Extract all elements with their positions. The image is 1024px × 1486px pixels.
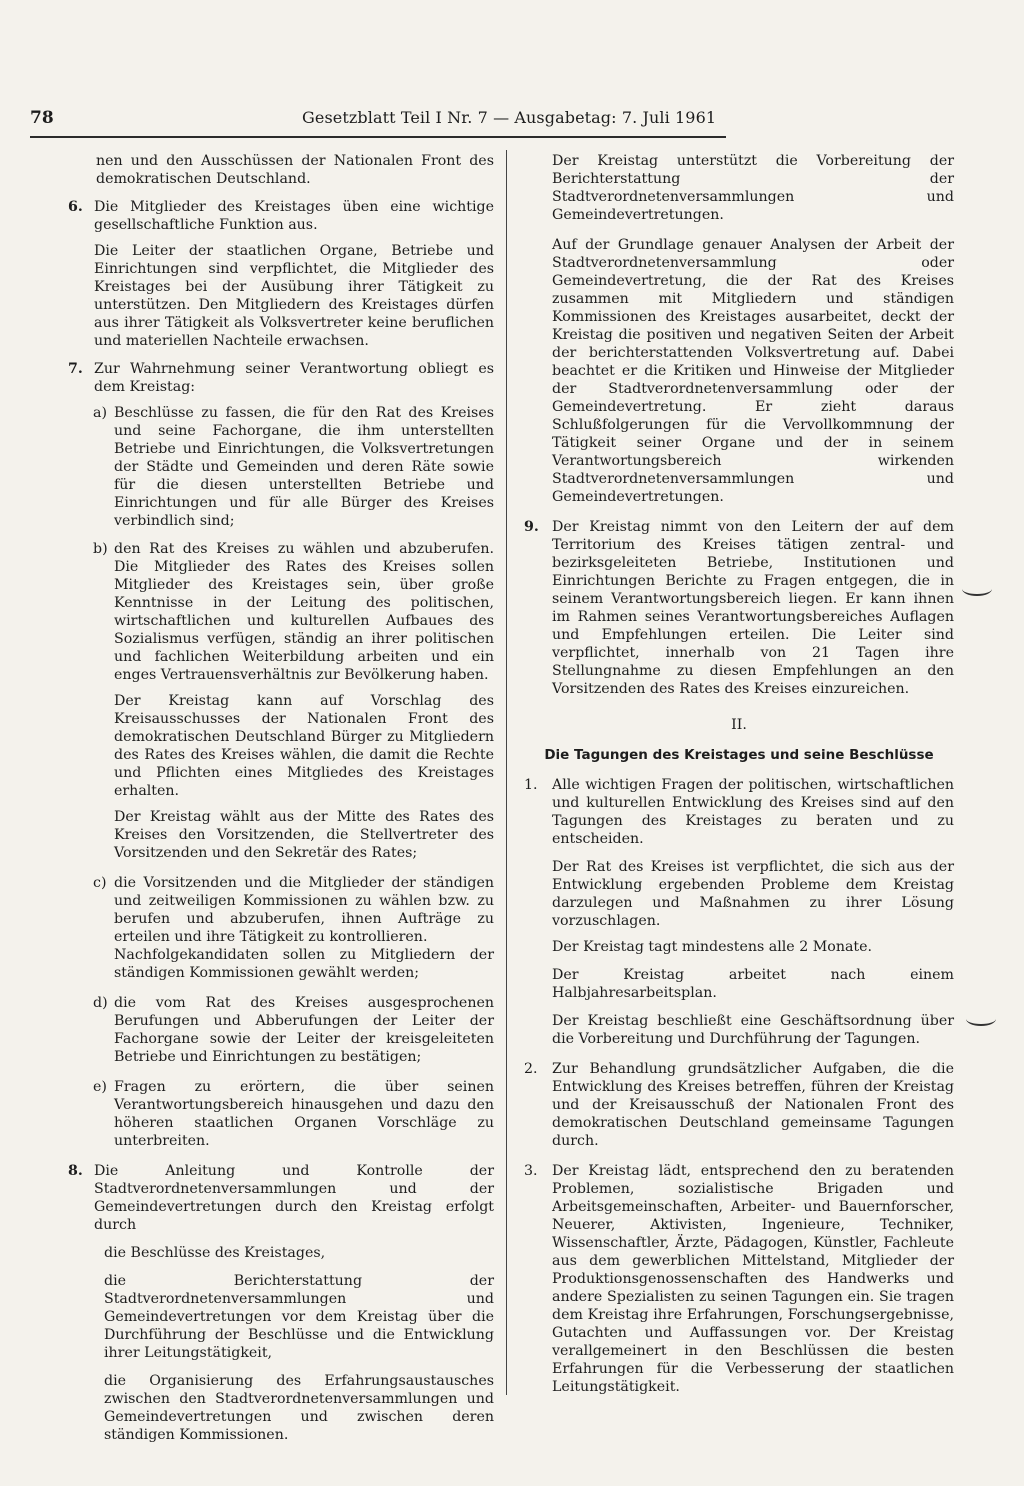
section-number: II. bbox=[731, 717, 747, 733]
paragraph: Der Kreistag kann auf Vorschlag des Kreisausschusses der Nationalen Front des demokratischen Deutschland Bürger zu Mitgliedern des Rates des Kreises wählen, die damit die Rechte und Pflichten eines Mitgliedes des Kreistages erhalten. bbox=[114, 693, 494, 799]
running-head: Gesetzblatt Teil I Nr. 7 — Ausgabetag: 7. Juli 1961 bbox=[302, 108, 717, 127]
item-7d bbox=[56, 994, 494, 1066]
page-number: 78 bbox=[30, 108, 54, 128]
paragraph: Die Anleitung und Kontrolle der Stadtverordnetenversammlungen und der Gemeindevertretungen durch den Kreistag erfolgt durch bbox=[94, 1163, 494, 1233]
item-marker: 1. bbox=[524, 777, 538, 793]
item-7 bbox=[56, 360, 494, 396]
paragraph: die vom Rat des Kreises ausgesprochenen Berufungen und Abberufungen der Leiter der Fachorgane sowie der Leiter der kreisgeleiteten Betriebe und Einrichtungen zu bestätigen; bbox=[114, 995, 494, 1065]
item-marker: 7. bbox=[68, 361, 83, 377]
paragraph: Der Kreistag tagt mindestens alle 2 Monate. bbox=[552, 939, 873, 955]
item-7b bbox=[56, 540, 494, 684]
item-7e bbox=[56, 1078, 494, 1150]
page-header bbox=[30, 108, 726, 136]
list-item: die Beschlüsse des Kreistages, bbox=[104, 1245, 326, 1261]
item-6 bbox=[56, 198, 494, 350]
sub-marker: a) bbox=[93, 405, 107, 421]
sub-marker: b) bbox=[93, 541, 108, 557]
item-marker: 3. bbox=[524, 1163, 538, 1179]
item-7a bbox=[56, 404, 494, 530]
section-item-3 bbox=[524, 1162, 954, 1396]
list-item: die Berichterstattung der Stadtverordnetenversammlungen und Gemeindevertretungen vor dem Kreistag über die Durchführung der Beschlüsse und die Entwicklung ihrer Leitungstätigkeit, bbox=[104, 1273, 494, 1361]
paragraph: Nachfolgekandidaten sollen zu Mitgliedern der ständigen Kommissionen gewählt werden; bbox=[114, 947, 494, 981]
item-7c bbox=[56, 874, 494, 946]
right-column bbox=[524, 152, 954, 1396]
paragraph: Der Kreistag beschließt eine Geschäftsordnung über die Vorbereitung und Durchführung der Tagungen. bbox=[552, 1013, 954, 1047]
left-column bbox=[56, 152, 494, 1444]
margin-mark bbox=[966, 1012, 996, 1026]
item-9 bbox=[524, 518, 954, 698]
margin-mark bbox=[962, 582, 992, 596]
sub-marker: d) bbox=[93, 995, 108, 1011]
continuation-paragraph: nen und den Ausschüssen der Nationalen Front des demokratischen Deutschland. bbox=[96, 153, 494, 187]
section-item-2 bbox=[524, 1060, 954, 1150]
sub-marker: e) bbox=[93, 1079, 107, 1095]
item-marker: 9. bbox=[524, 519, 539, 535]
paragraph: Der Rat des Kreises ist verpflichtet, die sich aus der Entwicklung ergebenden Probleme dem Kreistag darzulegen und Maßnahmen zu ihrer Lösung vorzuschlagen. bbox=[552, 859, 954, 929]
paragraph: Die Leiter der staatlichen Organe, Betriebe und Einrichtungen sind verpflichtet, die Mitglieder des Kreistages bei der Ausübung ihrer Tätigkeit zu unterstützen. Den Mitgliedern des Kreistages dürfen aus ihrer Tätigkeit als Volksvertreter keine beruflichen und materiellen Nachteile erwachsen. bbox=[94, 243, 494, 349]
paragraph: Der Kreistag arbeitet nach einem Halbjahresarbeitsplan. bbox=[552, 967, 954, 1001]
item-marker: 2. bbox=[524, 1061, 538, 1077]
item-marker: 8. bbox=[68, 1163, 83, 1179]
header-rule bbox=[30, 136, 726, 138]
paragraph: die Vorsitzenden und die Mitglieder der ständigen und zeitweiligen Kommissionen zu wählen bzw. zu berufen und abzuberufen, ihnen Aufträge zu erteilen und ihre Tätigkeit zu kontrollieren. bbox=[114, 875, 494, 945]
paragraph: Zur Behandlung grundsätzlicher Aufgaben, die die Entwicklung des Kreises betreffen, führen der Kreistag und der Kreisausschuß der Nationalen Front des demokratischen Deutschland gemeinsame Tagungen durch. bbox=[552, 1061, 954, 1149]
paragraph: Der Kreistag nimmt von den Leitern der auf dem Territorium des Kreises tätigen zentral- und bezirksgeleiteten Betriebe, Institutionen und Einrichtungen Berichte zu Fragen entgegen, die in seinem Verantwortungsbereich liegen. Er kann ihnen im Rahmen seines Verantwortungsbereiches Auflagen und Empfehlungen erteilen. Die Leiter sind verpflichtet, innerhalb von 21 Tagen ihre Stellungnahme zu diesen Empfehlungen an den Vorsitzenden des Rates des Kreises einzureichen. bbox=[552, 519, 954, 697]
sub-marker: c) bbox=[93, 875, 107, 891]
paragraph: Zur Wahrnehmung seiner Verantwortung obliegt es dem Kreistag: bbox=[94, 361, 494, 395]
column-divider bbox=[506, 150, 507, 1395]
paragraph: Fragen zu erörtern, die über seinen Verantwortungsbereich hinausgehen und dazu den höheren staatlichen Organen Vorschläge zu unterbreiten. bbox=[114, 1079, 494, 1149]
paragraph: Beschlüsse zu fassen, die für den Rat des Kreises und seine Fachorgane, die ihm unterstellten Betriebe und Einrichtungen, die Volksvertretungen der Städte und Gemeinden und deren Räte sowie für die diesen unterstellten Betriebe und Einrichtungen und für alle Bürger des Kreises verbindlich sind; bbox=[114, 405, 494, 529]
list-item: die Organisierung des Erfahrungsaustausches zwischen den Stadtverordnetenversammlungen und Gemeindevertretungen und zwischen deren ständigen Kommissionen. bbox=[104, 1373, 494, 1443]
section-title: Die Tagungen des Kreistages und seine Beschlüsse bbox=[544, 747, 934, 763]
paragraph: Alle wichtigen Fragen der politischen, wirtschaftlichen und kulturellen Entwicklung des Kreises sind auf den Tagungen des Kreistages zu beraten und zu entscheiden. bbox=[552, 777, 954, 847]
paragraph: Auf der Grundlage genauer Analysen der Arbeit der Stadtverordnetenversammlung oder Gemeindevertretung, die der Rat des Kreises zusammen mit Mitgliedern und ständigen Kommissionen des Kreistages ausarbeitet, deckt der Kreistag die positiven und negativen Seiten der Arbeit der berichterstattenden Volksvertretung auf. Dabei beachtet er die Kritiken und Hinweise der Mitglieder der Stadtverordnetenversammlung oder der Gemeindevertretung. Er zieht daraus Schlußfolgerungen für die Vervollkommnung der Tätigkeit seiner Organe und der in seinem Verantwortungsbereich wirkenden Stadtverordnetenversammlungen und Gemeindevertretungen. bbox=[552, 237, 954, 505]
paragraph: Der Kreistag wählt aus der Mitte des Rates des Kreises den Vorsitzenden, die Stellvertreter des Vorsitzenden und den Sekretär des Rates; bbox=[114, 809, 494, 861]
paragraph: Die Mitglieder des Kreistages üben eine wichtige gesellschaftliche Funktion aus. bbox=[94, 199, 494, 233]
paragraph: Der Kreistag unterstützt die Vorbereitung der Berichterstattung der Stadtverordnetenversammlungen und Gemeindevertretungen. bbox=[552, 153, 954, 223]
paragraph: Der Kreistag lädt, entsprechend den zu beratenden Problemen, sozialistische Brigaden und Arbeitsgemeinschaften, Arbeiter- und Bauernforscher, Neuerer, Aktivisten, Ingenieure, Techniker, Wissenschaftler, Ärzte, Pädagogen, Künstler, Fachleute aus dem gewerblichen Mittelstand, Mitglieder der Produktionsgenossenschaften des Handwerks und andere Spezialisten zu seinen Tagungen ein. Sie tragen dem Kreistag ihre Erfahrungen, Forschungsergebnisse, Gutachten und Auffassungen vor. Der Kreistag verallgemeinert in den Beschlüssen die besten Erfahrungen für die Verbesserung der staatlichen Leitungstätigkeit. bbox=[552, 1163, 954, 1395]
section-item-1 bbox=[524, 776, 954, 1048]
item-marker: 6. bbox=[68, 199, 83, 215]
item-8 bbox=[56, 1162, 494, 1234]
paragraph: den Rat des Kreises zu wählen und abzuberufen. Die Mitglieder des Rates des Kreises sollen Mitglieder des Kreistages sein, über große Kenntnisse in der Leitung des politischen, wirtschaftlichen und kulturellen Aufbaues des Sozialismus verfügen, ständig an ihrer politischen und fachlichen Weiterbildung arbeiten und ein enges Vertrauensverhältnis zur Bevölkerung haben. bbox=[114, 541, 494, 683]
